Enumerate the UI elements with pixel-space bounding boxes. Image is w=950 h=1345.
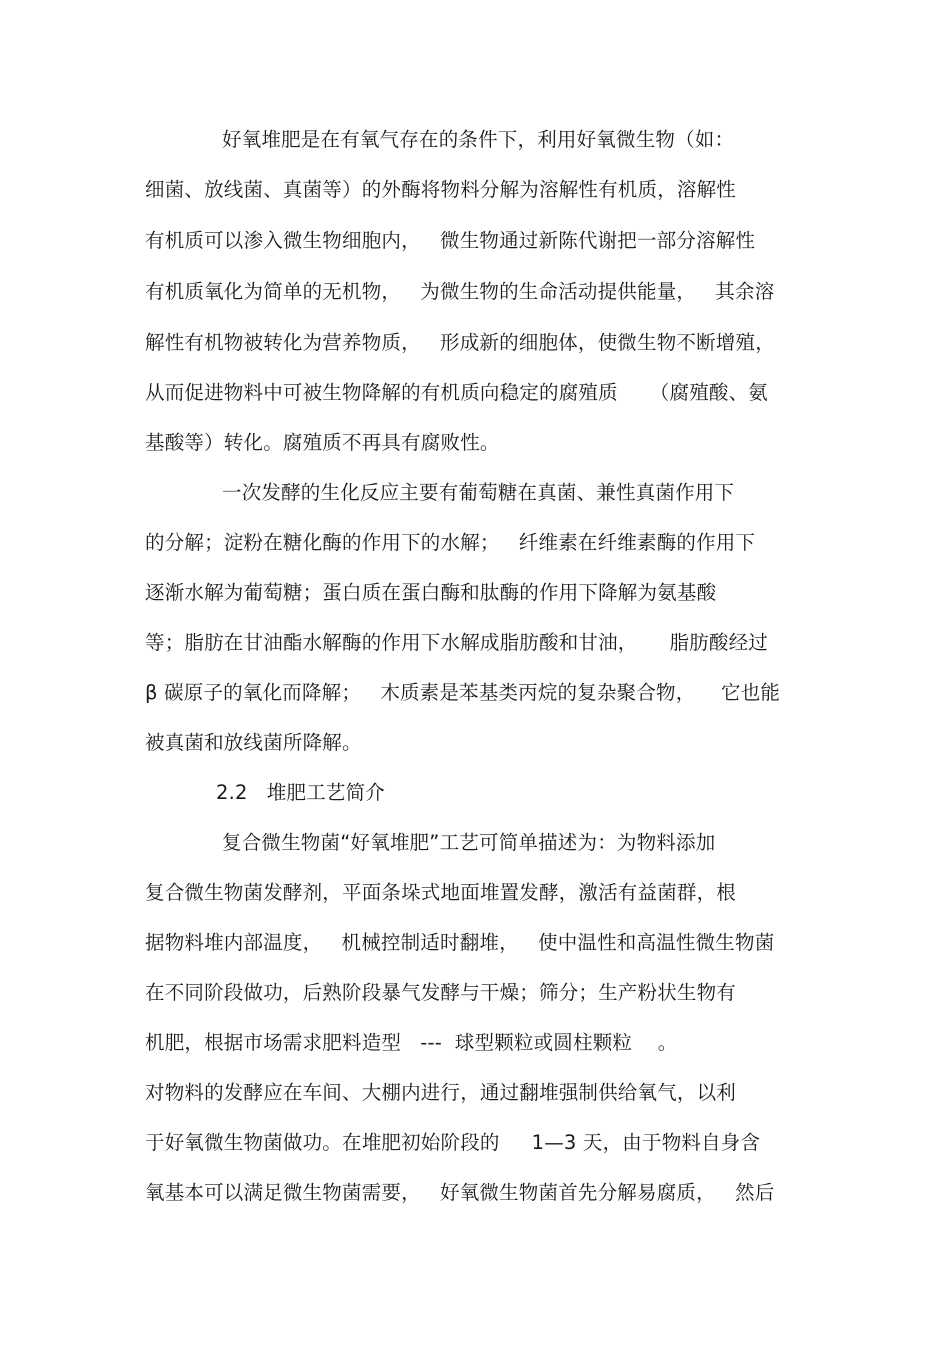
paragraph-1-line-4: 有机质氧化为简单的无机物， 为微生物的生命活动提供能量， 其余溶	[145, 280, 775, 303]
paragraph-4-line-3: 氧基本可以满足微生物菌需要， 好氧微生物菌首先分解易腐质， 然后	[145, 1181, 775, 1204]
paragraph-3-line-2: 复合微生物菌发酵剂，平面条垛式地面堆置发酵，激活有益菌群，根	[145, 881, 737, 904]
paragraph-1-line-5: 解性有机物被转化为营养物质， 形成新的细胞体，使微生物不断增殖，	[145, 331, 775, 354]
paragraph-4-line-1: 对物料的发酵应在车间、大棚内进行，通过翻堆强制供给氧气，以利	[145, 1081, 737, 1104]
paragraph-2-line-1: 一次发酵的生化反应主要有葡萄糖在真菌、兼性真菌作用下	[222, 481, 735, 504]
paragraph-4-line-2: 于好氧微生物菌做功。在堆肥初始阶段的 1—3 天，由于物料自身含	[145, 1131, 761, 1154]
paragraph-2-line-4: 等；脂肪在甘油酯水解酶的作用下水解成脂肪酸和甘油， 脂肪酸经过	[145, 631, 768, 654]
paragraph-2-line-6: 被真菌和放线菌所降解。	[145, 731, 362, 754]
paragraph-1-line-3: 有机质可以渗入微生物细胞内， 微生物通过新陈代谢把一部分溶解性	[145, 229, 756, 252]
paragraph-3-line-4: 在不同阶段做功，后熟阶段暴气发酵与干燥；筛分；生产粉状生物有	[145, 981, 737, 1004]
section-heading: 2.2 堆肥工艺简介	[216, 781, 386, 804]
paragraph-2-line-3: 逐渐水解为葡萄糖；蛋白质在蛋白酶和肽酶的作用下降解为氨基酸	[145, 581, 717, 604]
paragraph-1-line-7: 基酸等）转化。腐殖质不再具有腐败性。	[145, 431, 500, 454]
paragraph-1-line-2: 细菌、放线菌、真菌等）的外酶将物料分解为溶解性有机质，溶解性	[145, 178, 737, 201]
paragraph-2-line-2: 的分解；淀粉在糖化酶的作用下的水解； 纤维素在纤维素酶的作用下	[145, 531, 756, 554]
paragraph-1-line-6: 从而促进物料中可被生物降解的有机质向稳定的腐殖质 （腐殖酸、氨	[145, 381, 768, 404]
paragraph-3-line-1: 复合微生物菌“好氧堆肥”工艺可简单描述为：为物料添加	[222, 831, 716, 854]
paragraph-3-line-5: 机肥，根据市场需求肥料造型 --- 球型颗粒或圆柱颗粒 。	[145, 1031, 678, 1054]
paragraph-3-line-3: 据物料堆内部温度， 机械控制适时翻堆， 使中温性和高温性微生物菌	[145, 931, 775, 954]
paragraph-2-line-5: β 碳原子的氧化而降解； 木质素是苯基类丙烷的复杂聚合物， 它也能	[145, 681, 781, 704]
paragraph-1-line-1: 好氧堆肥是在有氧气存在的条件下，利用好氧微生物（如：	[222, 128, 735, 151]
